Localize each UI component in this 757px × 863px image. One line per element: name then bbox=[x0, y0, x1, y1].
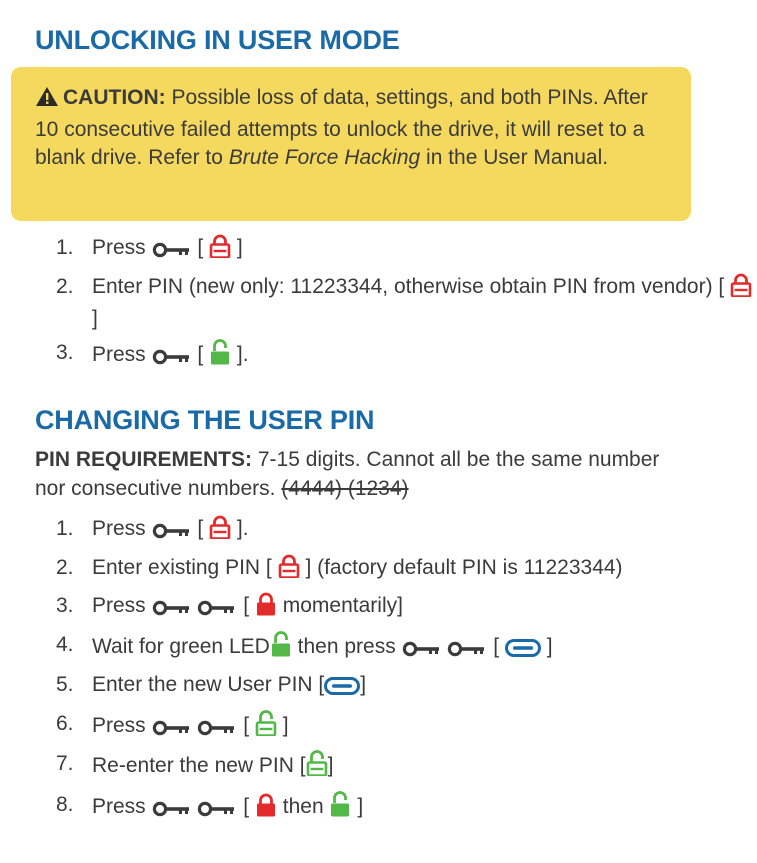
lock-red-solid-icon bbox=[255, 592, 277, 624]
lock-open-green-icon bbox=[209, 339, 231, 373]
step-number: 2. bbox=[56, 274, 74, 298]
step-text: Wait for green LED bbox=[92, 634, 270, 658]
step-bracket: [ bbox=[493, 634, 500, 658]
step-bracket: ] bbox=[546, 634, 553, 658]
list-item bbox=[0, 710, 623, 744]
step-text: Press bbox=[92, 794, 146, 818]
section-title-unlocking: UNLOCKING IN USER MODE bbox=[35, 25, 400, 55]
step-text: Enter existing PIN [ bbox=[92, 555, 272, 579]
lock-red-solid-icon bbox=[255, 793, 277, 825]
key-icon bbox=[152, 596, 192, 624]
step-text: then press bbox=[297, 634, 396, 658]
step-bracket: ] bbox=[360, 673, 367, 696]
key-icon bbox=[197, 716, 237, 744]
caution-box bbox=[11, 67, 691, 221]
step-bracket: ]. bbox=[236, 343, 249, 366]
key-icon bbox=[152, 716, 192, 744]
step-text: Press bbox=[92, 594, 146, 617]
key-icon bbox=[402, 637, 442, 665]
step-bracket: [ bbox=[197, 236, 204, 259]
step-number: 4. bbox=[56, 632, 74, 656]
lock-open-green-icon bbox=[270, 631, 292, 665]
lock-open-green-outline-icon bbox=[306, 750, 328, 784]
pin-requirements bbox=[35, 446, 675, 503]
caution-reference: Brute Force Hacking bbox=[228, 146, 421, 169]
step-bracket: [ bbox=[197, 517, 204, 540]
key-icon bbox=[197, 596, 237, 624]
step-number: 1. bbox=[56, 517, 74, 540]
unlock-steps bbox=[0, 234, 757, 380]
list-item bbox=[0, 273, 757, 333]
step-number: 5. bbox=[56, 673, 74, 696]
step-bracket: ]. bbox=[236, 517, 249, 540]
list-item bbox=[0, 750, 623, 784]
step-bracket: ] bbox=[236, 236, 243, 259]
list-item bbox=[0, 671, 623, 703]
lock-closed-red-icon bbox=[209, 515, 231, 547]
step-bracket: [ bbox=[243, 594, 250, 617]
step-number: 2. bbox=[56, 555, 74, 579]
step-number: 1. bbox=[56, 236, 74, 259]
requirements-text: 7-15 digits. Cannot all be the same number nor consecutive numbers. bbox=[35, 448, 660, 500]
lock-open-green-outline-icon bbox=[255, 710, 277, 744]
step-bracket: [ bbox=[243, 713, 250, 737]
step-bracket: [ bbox=[243, 794, 250, 818]
requirements-label: PIN REQUIREMENTS: bbox=[35, 448, 253, 471]
step-text: then bbox=[282, 794, 324, 818]
step-text: Re-enter the new PIN [ bbox=[92, 754, 306, 777]
requirements-examples: (4444) (1234) bbox=[281, 476, 409, 500]
step-number: 3. bbox=[56, 341, 74, 364]
list-item bbox=[0, 791, 623, 825]
step-text: Press bbox=[92, 236, 146, 259]
step-number: 6. bbox=[56, 711, 74, 735]
caution-text: Possible loss of data, settings, and both PINs. After 10 consecutive failed attempts to unlock the drive, it will reset to a blank drive. Refer to bbox=[35, 86, 648, 169]
step-number: 7. bbox=[56, 752, 74, 775]
step-text: momentarily] bbox=[282, 594, 403, 617]
step-text: Enter PIN (new only: 11223344, otherwise obtain PIN from vendor) [ bbox=[92, 274, 725, 298]
step-bracket: ] bbox=[282, 713, 289, 737]
list-item bbox=[0, 339, 757, 373]
key-icon bbox=[152, 345, 192, 373]
key-icon bbox=[152, 519, 192, 547]
step-number: 3. bbox=[56, 594, 74, 617]
step-bracket: [ bbox=[197, 343, 204, 366]
lock-open-green-icon bbox=[329, 791, 351, 825]
key-icon bbox=[447, 637, 487, 665]
list-item bbox=[0, 234, 757, 266]
section-title-changing-pin: CHANGING THE USER PIN bbox=[35, 405, 375, 435]
change-pin-steps bbox=[0, 515, 623, 831]
lock-closed-red-icon bbox=[209, 234, 231, 266]
blue-blink-icon bbox=[324, 675, 360, 703]
key-icon bbox=[152, 797, 192, 825]
list-item bbox=[0, 515, 623, 547]
step-text: Enter the new User PIN [ bbox=[92, 673, 325, 696]
step-text: Press bbox=[92, 713, 146, 737]
step-bracket: ] bbox=[327, 754, 334, 777]
list-item bbox=[0, 631, 623, 665]
list-item bbox=[0, 592, 623, 624]
step-text: Press bbox=[92, 517, 146, 540]
caution-text-end: in the User Manual. bbox=[420, 146, 609, 169]
caution-label: CAUTION: bbox=[63, 86, 166, 109]
key-icon bbox=[152, 238, 192, 266]
step-bracket: ] bbox=[92, 306, 98, 330]
lock-closed-red-icon bbox=[730, 273, 752, 305]
list-item bbox=[0, 554, 623, 586]
step-text: ] (factory default PIN is 11223344) bbox=[305, 555, 623, 579]
step-number: 8. bbox=[56, 792, 74, 816]
key-icon bbox=[197, 797, 237, 825]
step-bracket: ] bbox=[357, 794, 364, 818]
lock-closed-red-icon bbox=[278, 554, 300, 586]
step-text: Press bbox=[92, 343, 146, 366]
blue-blink-icon bbox=[505, 637, 541, 665]
warning-icon bbox=[35, 86, 59, 116]
